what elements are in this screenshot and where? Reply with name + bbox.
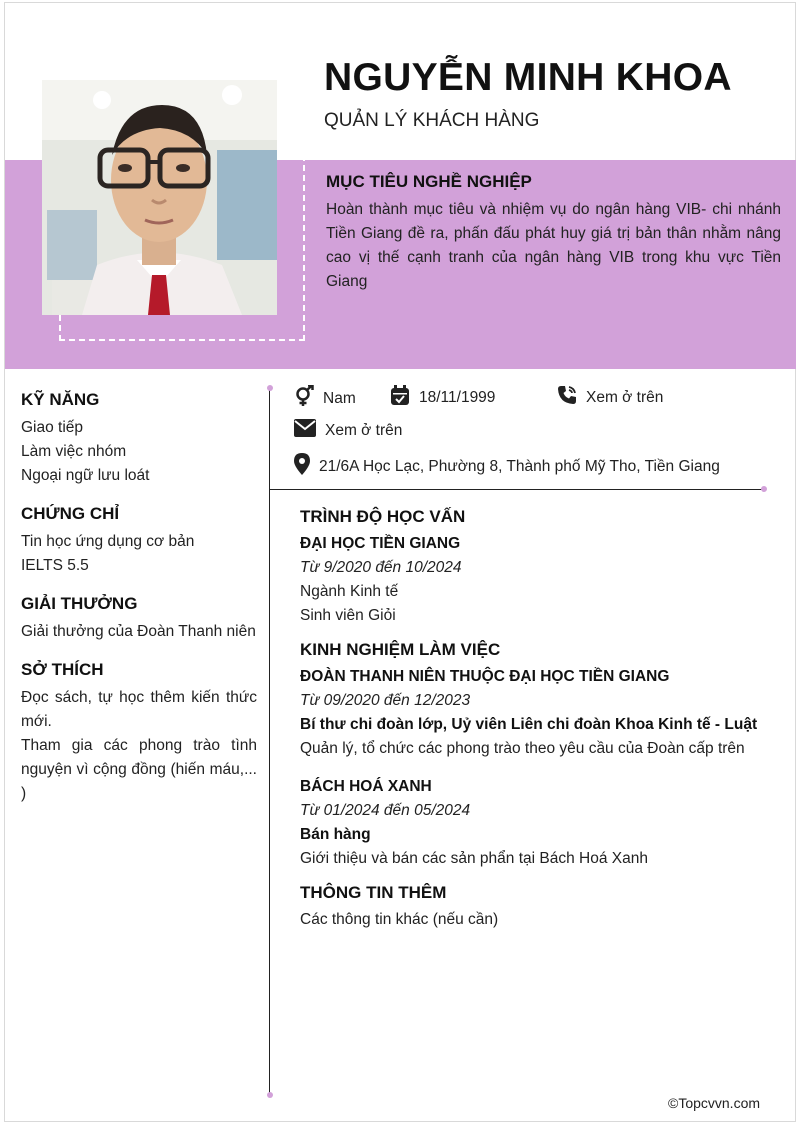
awards-title: GIẢI THƯỞNG <box>21 594 138 613</box>
gender-value: Nam <box>323 389 356 407</box>
divider-dot <box>267 1092 273 1098</box>
hobbies-section <box>21 660 257 806</box>
phone-value: Xem ở trên <box>586 388 664 406</box>
experience-period: Từ 01/2024 đến 05/2024 <box>300 802 471 819</box>
map-pin-icon <box>294 453 310 480</box>
divider-dot <box>267 385 273 391</box>
certificates-section <box>21 504 257 578</box>
candidate-position: QUẢN LÝ KHÁCH HÀNG <box>324 110 540 131</box>
hobby-item: Tham gia các phong trào tình nguyện vì cộng đồng (hiến máu,... ) <box>21 737 257 802</box>
experience-item <box>300 775 780 871</box>
award-item: Giải thưởng của Đoàn Thanh niên <box>21 623 256 640</box>
education-major: Ngành Kinh tế <box>300 583 399 600</box>
extra-text: Các thông tin khác (nếu cần) <box>300 911 499 928</box>
contact-address <box>294 453 720 480</box>
education-period: Từ 9/2020 đến 10/2024 <box>300 559 462 576</box>
experience-title: KINH NGHIỆM LÀM VIỆC <box>300 640 501 659</box>
candidate-name: NGUYỄN MINH KHOA <box>324 56 732 99</box>
contact-birthday <box>390 385 495 411</box>
birthday-value: 18/11/1999 <box>419 389 496 406</box>
objective-text: Hoàn thành mục tiêu và nhiệm vụ do ngân hàng VIB- chi nhánh Tiền Giang đề ra, phấn đấu phát huy giá trị bản thân nhằm nâng cao vị thế cạnh tranh của ngân hàng VIB trong khu vực Tiền Giang <box>326 201 781 290</box>
skill-item: Giao tiếp <box>21 419 84 436</box>
certificates-title: CHỨNG CHỈ <box>21 504 120 523</box>
divider-dot <box>761 486 767 492</box>
objective-title: MỤC TIÊU NGHỀ NGHIỆP <box>326 172 532 191</box>
hobby-item: Đọc sách, tự học thêm kiến thức mới. <box>21 689 257 730</box>
skill-item: Làm việc nhóm <box>21 443 127 460</box>
experience-desc: Quản lý, tổ chức các phong trào theo yêu cầu của Đoàn cấp trên <box>300 740 745 757</box>
contact-phone <box>557 385 663 410</box>
certificate-item: IELTS 5.5 <box>21 557 89 574</box>
left-column <box>21 390 257 822</box>
hobbies-title: SỞ THÍCH <box>21 660 104 679</box>
address-value: 21/6A Học Lạc, Phường 8, Thành phố Mỹ Tho, Tiền Giang <box>319 457 720 475</box>
right-column <box>300 507 780 944</box>
experience-period: Từ 09/2020 đến 12/2023 <box>300 692 471 709</box>
skills-title: KỸ NĂNG <box>21 390 100 409</box>
extra-section <box>300 883 780 932</box>
vertical-divider <box>269 386 270 1096</box>
gender-icon <box>294 385 314 412</box>
contact-email <box>294 419 402 442</box>
experience-section <box>300 640 780 871</box>
contact-gender <box>294 385 356 412</box>
skills-section <box>21 390 257 488</box>
certificate-item: Tin học ứng dụng cơ bản <box>21 533 195 550</box>
email-value: Xem ở trên <box>325 421 403 439</box>
phone-icon <box>557 385 577 410</box>
experience-org: ĐOÀN THANH NIÊN THUỘC ĐẠI HỌC TIỀN GIANG <box>300 668 670 685</box>
awards-section <box>21 594 257 644</box>
education-section <box>300 507 780 628</box>
horizontal-divider <box>269 489 764 490</box>
extra-title: THÔNG TIN THÊM <box>300 883 447 902</box>
experience-org: BÁCH HOÁ XANH <box>300 778 432 795</box>
experience-item <box>300 665 780 761</box>
education-rank: Sinh viên Giỏi <box>300 607 396 624</box>
experience-desc: Giới thiệu và bán các sản phẩn tại Bách Hoá Xanh <box>300 850 648 867</box>
experience-role: Bí thư chi đoàn lớp, Uỷ viên Liên chi đoàn Khoa Kinh tế - Luật <box>300 716 758 733</box>
education-school: ĐẠI HỌC TIỀN GIANG <box>300 535 461 552</box>
footer-credit[interactable]: ©Topcvvn.com <box>668 1095 761 1111</box>
profile-photo <box>42 80 277 315</box>
experience-role: Bán hàng <box>300 826 371 843</box>
skill-item: Ngoại ngữ lưu loát <box>21 467 150 484</box>
envelope-icon <box>294 419 316 442</box>
education-title: TRÌNH ĐỘ HỌC VẤN <box>300 507 466 526</box>
calendar-icon <box>390 385 410 411</box>
